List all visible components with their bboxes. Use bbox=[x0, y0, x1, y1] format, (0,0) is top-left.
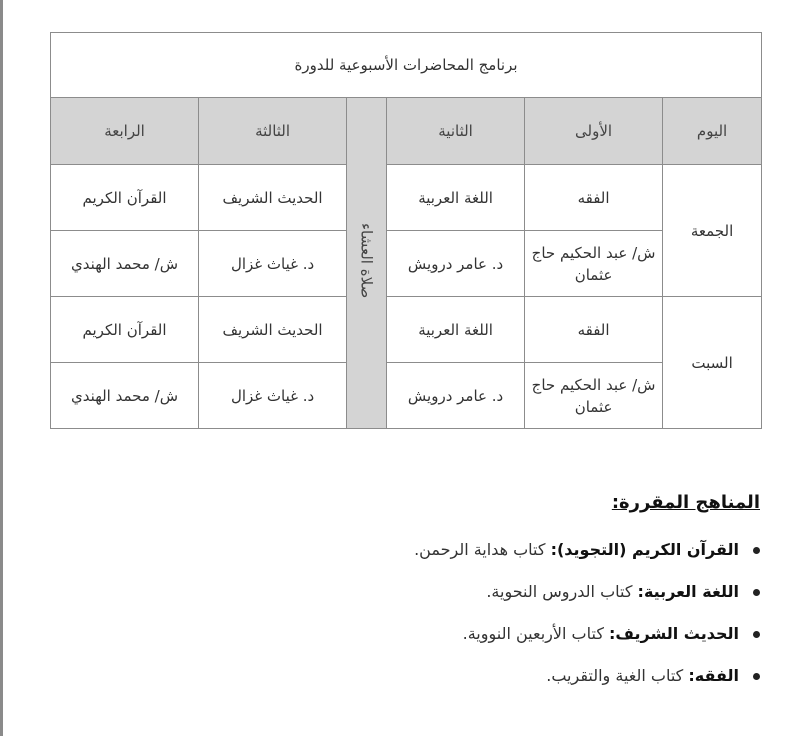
subject-cell: القرآن الكريم bbox=[51, 297, 199, 363]
list-item bbox=[40, 529, 760, 571]
curriculum-subject: الحديث الشريف: bbox=[609, 624, 739, 643]
list-item bbox=[40, 613, 760, 655]
curriculum-book: كتاب هداية الرحمن. bbox=[414, 540, 546, 559]
list-item bbox=[40, 655, 760, 697]
isha-prayer-break bbox=[347, 98, 387, 429]
header-third: الثالثة bbox=[199, 98, 347, 165]
subject-cell: الفقه bbox=[525, 165, 663, 231]
curriculum-book: كتاب الدروس النحوية. bbox=[486, 582, 633, 601]
teacher-cell: ش/ محمد الهندي bbox=[51, 363, 199, 429]
teacher-cell: د. عامر درويش bbox=[387, 231, 525, 297]
bullet-icon bbox=[753, 547, 760, 554]
left-page-edge bbox=[0, 0, 3, 736]
table-row bbox=[51, 363, 762, 429]
teacher-cell: د. عامر درويش bbox=[387, 363, 525, 429]
day-cell: الجمعة bbox=[663, 165, 762, 297]
subject-cell: اللغة العربية bbox=[387, 297, 525, 363]
teacher-cell: د. غياث غزال bbox=[199, 363, 347, 429]
curriculum-section bbox=[40, 492, 760, 697]
teacher-cell: د. غياث غزال bbox=[199, 231, 347, 297]
break-label: صلاة العشاء bbox=[357, 223, 376, 299]
bullet-icon bbox=[753, 631, 760, 638]
subject-cell: الحديث الشريف bbox=[199, 165, 347, 231]
teacher-cell: ش/ عبد الحكيم حاج عثمان bbox=[525, 231, 663, 297]
table-row bbox=[51, 297, 762, 363]
bullet-icon bbox=[753, 673, 760, 680]
curriculum-list bbox=[40, 529, 760, 697]
table-row bbox=[51, 165, 762, 231]
teacher-cell: ش/ عبد الحكيم حاج عثمان bbox=[525, 363, 663, 429]
bullet-icon bbox=[753, 589, 760, 596]
subject-cell: القرآن الكريم bbox=[51, 165, 199, 231]
schedule-title: برنامج المحاضرات الأسبوعية للدورة bbox=[51, 33, 762, 98]
schedule-header-row bbox=[51, 98, 762, 165]
header-second: الثانية bbox=[387, 98, 525, 165]
subject-cell: الفقه bbox=[525, 297, 663, 363]
lecture-schedule-table bbox=[50, 32, 762, 429]
list-item bbox=[40, 571, 760, 613]
header-fourth: الرابعة bbox=[51, 98, 199, 165]
day-cell: السبت bbox=[663, 297, 762, 429]
teacher-cell: ش/ محمد الهندي bbox=[51, 231, 199, 297]
curriculum-title: المناهج المقررة: bbox=[611, 492, 760, 513]
header-day: اليوم bbox=[663, 98, 762, 165]
curriculum-book: كتاب الغية والتقريب. bbox=[546, 666, 684, 685]
subject-cell: الحديث الشريف bbox=[199, 297, 347, 363]
header-first: الأولى bbox=[525, 98, 663, 165]
curriculum-subject: اللغة العربية: bbox=[637, 582, 739, 601]
subject-cell: اللغة العربية bbox=[387, 165, 525, 231]
curriculum-subject: الفقه: bbox=[688, 666, 739, 685]
curriculum-book: كتاب الأربعين النووية. bbox=[462, 624, 604, 643]
table-row bbox=[51, 231, 762, 297]
curriculum-subject: القرآن الكريم (التجويد): bbox=[550, 540, 739, 559]
